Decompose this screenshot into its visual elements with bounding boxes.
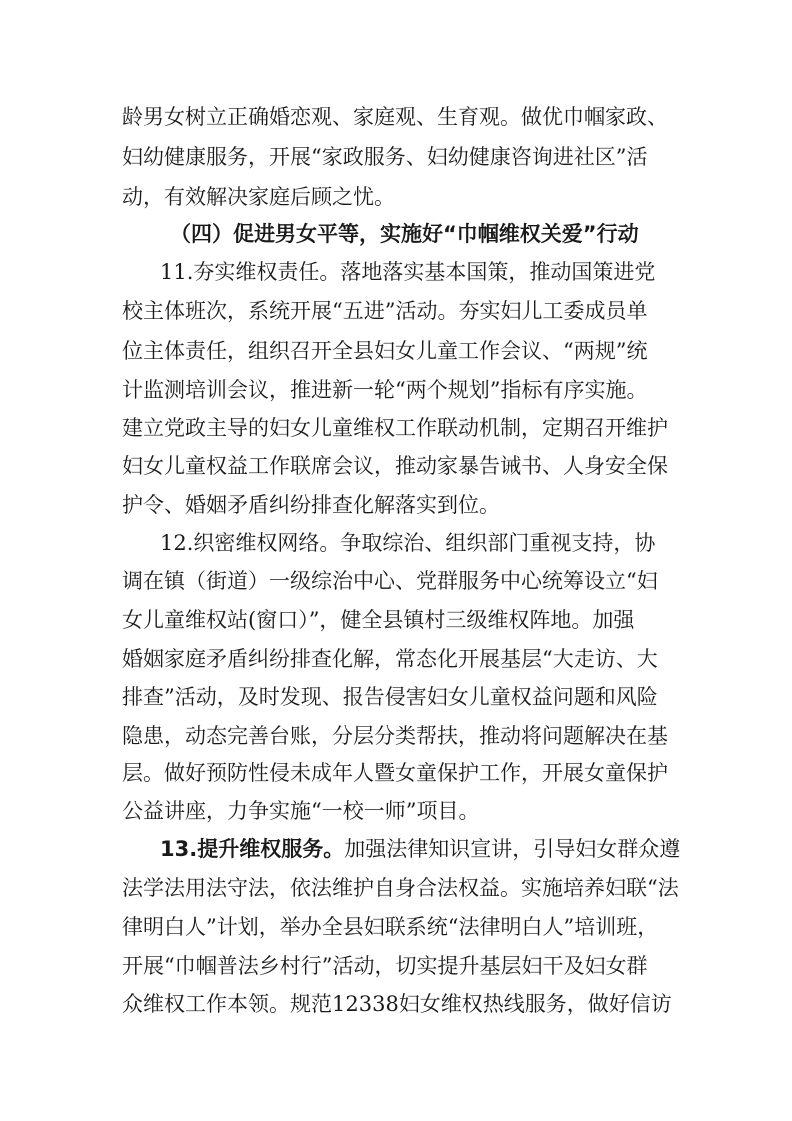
paragraph-line: 妇女儿童权益工作联席会议，推动家暴告诫书、人身安全保 [122,454,668,478]
paragraph-line: 位主体责任，组织召开全县妇女儿童工作会议、“两规”统 [122,339,648,363]
paragraph-line: 调在镇（街道）一级综治中心、党群服务中心统筹设立“妇 [122,569,658,593]
paragraph-line: 妇幼健康服务，开展“家政服务、妇幼健康咨询进社区”活 [122,145,648,169]
item-12-first-line [160,529,792,557]
paragraph-line: 婚姻家庭矛盾纠纷排查化解，常态化开展基层“大走访、大 [122,647,658,671]
item-12-text: 争取综治、组织部门重视支持，协 [340,531,656,555]
paragraph-line: 众维权工作本领。规范12338妇女维权热线服务，做好信访 [122,992,672,1016]
paragraph-line: 校主体班次，系统开展“五进”活动。夯实妇儿工委成员单 [122,299,648,323]
section-heading: （四）促进男女平等，实施好“巾帼维权关爱”行动 [170,222,639,246]
item-12-label: 12.织密维权网络。 [160,531,341,555]
paragraph-line: 动，有效解决家庭后顾之忧。 [122,185,395,209]
paragraph-line: 女儿童维权站(窗口）”，健全县镇村三级维权阵地。加强 [122,608,635,632]
paragraph-line: 公益讲座，力争实施“一校一师”项目。 [122,799,480,823]
paragraph-line: 计监测培训会议，推进新一轮“两个规划”指标有序实施。 [122,378,648,402]
paragraph-line: 建立党政主导的妇女儿童维权工作联动机制，定期召开维护 [122,416,668,440]
paragraph-line: 排查”活动，及时发现、报告侵害妇女儿童权益问题和风险 [122,685,658,709]
paragraph-line: 隐患，动态完善台账，分层分类帮扶，推动将问题解决在基 [122,724,668,748]
paragraph-line: 龄男女树立正确婚恋观、家庭观、生育观。做优巾帼家政、 [122,105,668,129]
paragraph-line: 法学法用法守法，依法维护自身合法权益。实施培养妇联“法 [122,876,679,900]
item-11-text: 落地落实基本国策，推动国策进党 [340,260,656,284]
paragraph-line: 律明白人”计划，举办全县妇联系统“法律明白人”培训班， [122,915,659,939]
item-13-text: 加强法律知识宣讲，引导妇女群众遵 [344,837,681,861]
item-13-label: 13.提升维权服务。 [160,837,345,861]
paragraph-line: 护令、婚姻矛盾纠纷排查化解落实到位。 [122,493,500,517]
paragraph-line: 层。做好预防性侵未成年人暨女童保护工作，开展女童保护 [122,761,668,785]
item-11-label: 11.夯实维权责任。 [160,260,341,284]
item-11-first-line [160,258,792,286]
item-13-first-line [160,835,792,863]
paragraph-line: 开展“巾帼普法乡村行”活动，切实提升基层妇干及妇女群 [122,954,648,978]
